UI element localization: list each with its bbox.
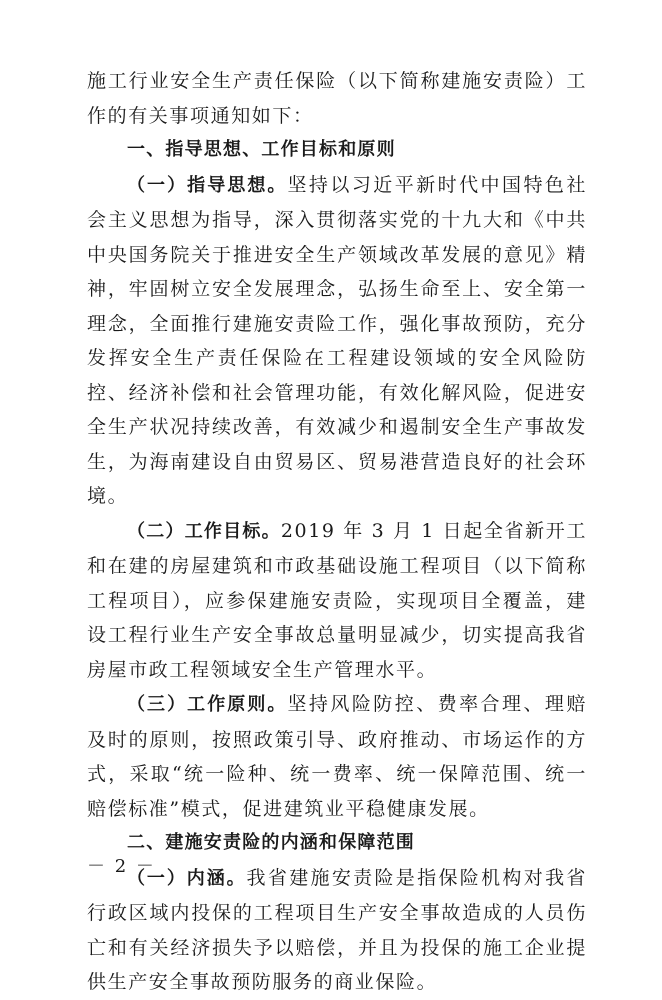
paragraph-lead: （一）指导思想。 bbox=[127, 174, 288, 196]
paragraph-work-principle bbox=[87, 687, 587, 826]
paragraph-guiding-ideology bbox=[87, 168, 587, 514]
paragraph-body: 我省建施安责险是指保险机构对我省行政区域内投保的工程项目生产安全事故造成的人员伤亡和有关经济损失予以赔偿，并且为投保的施工企业提供生产安全事故预防服务的商业保险。 bbox=[87, 866, 587, 993]
paragraph-connotation bbox=[87, 861, 587, 1000]
section-heading-2: 二、建施安责险的内涵和保障范围 bbox=[127, 832, 415, 853]
section-heading-1: 一、指导思想、工作目标和原则 bbox=[127, 139, 396, 160]
intro-paragraph: 施工行业安全生产责任保险（以下简称建施安责险）工作的有关事项通知如下： bbox=[87, 70, 587, 127]
paragraph-work-goal bbox=[87, 514, 587, 688]
document-body bbox=[87, 64, 587, 1000]
paragraph-lead: （一）内涵。 bbox=[127, 867, 247, 889]
paragraph-lead: （二）工作目标。 bbox=[127, 520, 281, 542]
paragraph-body: 2019 年 3 月 1 日起全省新开工和在建的房屋建筑和市政基础设施工程项目（以下简称工程项目），应参保建施安责险，实现项目全覆盖，建设工程行业生产安全事故总量明显减少，切实提高我省房屋市政工程领域安全生产管理水平。 bbox=[87, 519, 587, 681]
paragraph-lead: （三）工作原则。 bbox=[127, 694, 288, 715]
page-number: － 2 － bbox=[87, 856, 156, 877]
paragraph-body: 坚持风险防控、费率合理、理赔及时的原则，按照政策引导、政府推动、市场运作的方式，采取“统一险种、统一费率、统一保障范围、统一赔偿标准”模式，促进建筑业平稳健康发展。 bbox=[87, 693, 587, 820]
paragraph-body: 坚持以习近平新时代中国特色社会主义思想为指导，深入贯彻落实党的十九大和《中共中央国务院关于推进安全生产领域改革发展的意见》精神，牢固树立安全发展理念，弘扬生命至上、安全第一理念，全面推行建施安责险工作，强化事故预防，充分发挥安全生产责任保险在工程建设领域的安全风险防控、经济补偿和社会管理功能，有效化解风险，促进安全生产状况持续改善，有效减少和遏制安全生产事故发生，为海南建设自由贸易区、贸易港营造良好的社会环境。 bbox=[87, 173, 587, 507]
